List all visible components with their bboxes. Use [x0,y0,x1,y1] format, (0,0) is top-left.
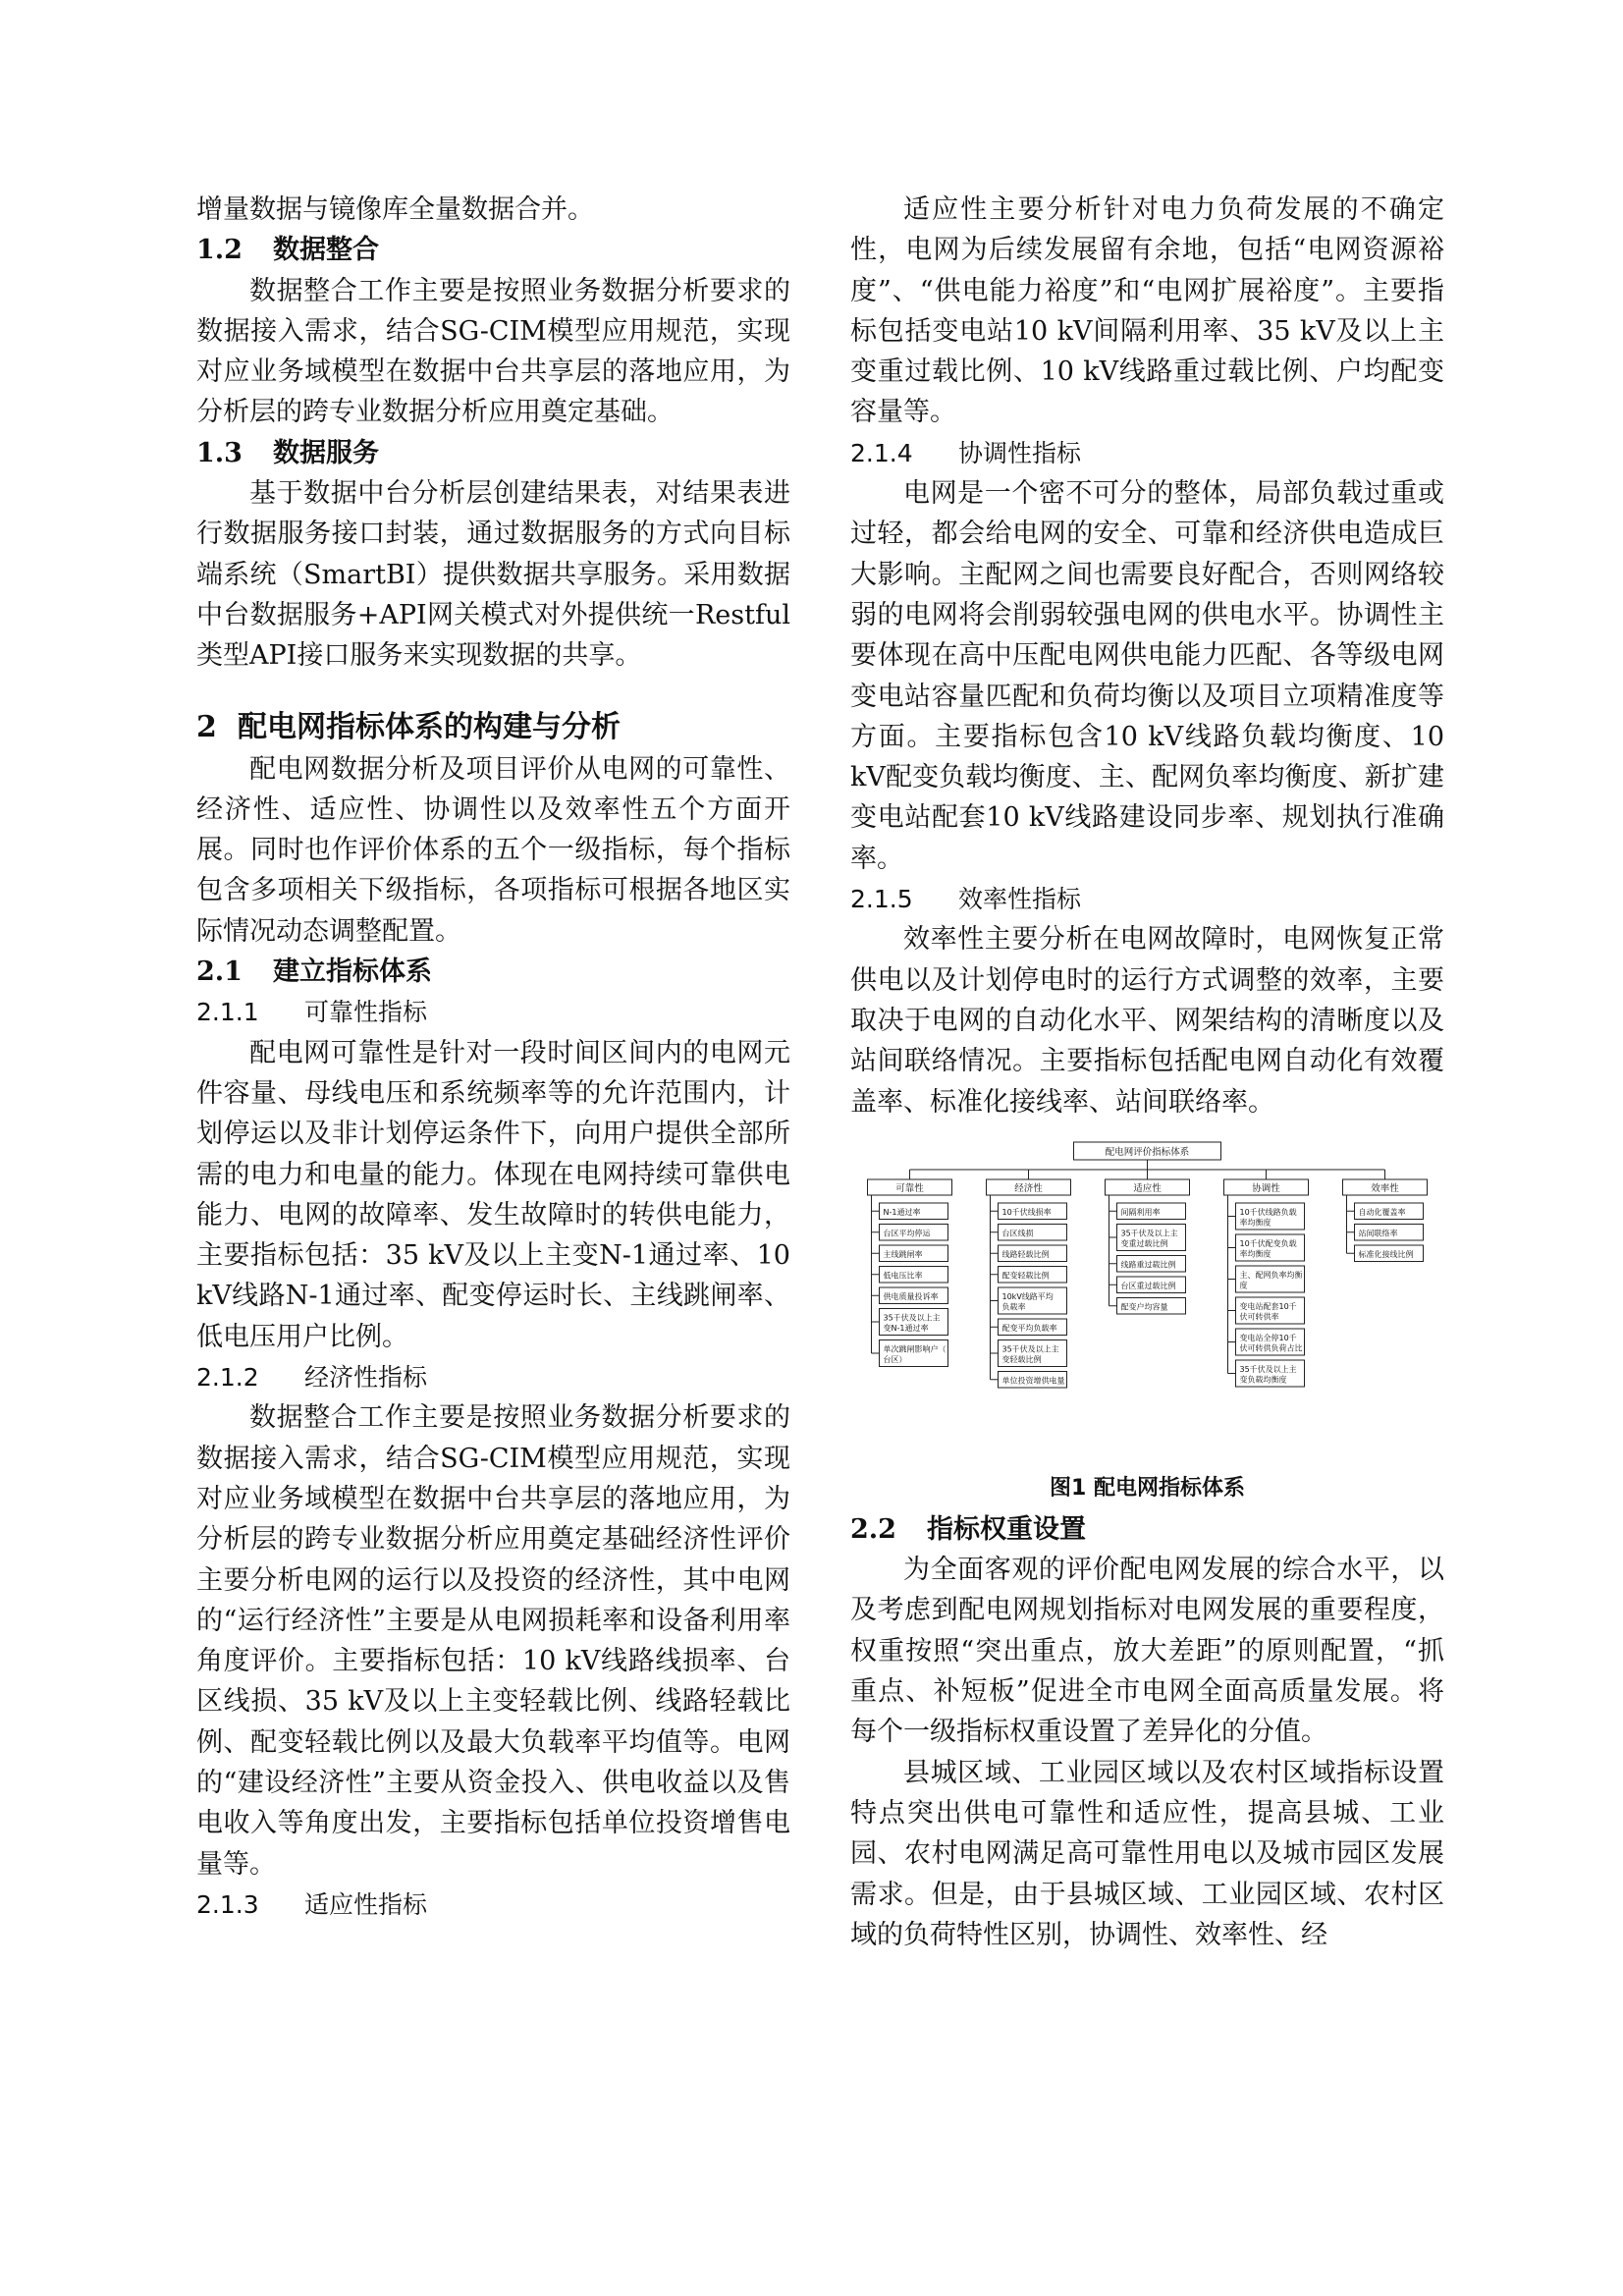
indicator-label: 线路轻载比例 [1001,1249,1050,1259]
left-column [196,190,790,1925]
paragraph-2-1-2: 数据整合工作主要是按照业务数据分析要求的数据接入需求，结合SG-CIM模型应用规范，实现对应业务域模型在数据中台共享层的落地应用，为分析层的跨专业数据分析应用奠定基础经济性评价主要分析电网的运行以及投资的经济性，其中电网的“运行经济性”主要是从电网损耗率和设备利用率角度评价。主要指标包括：10 kV线路线损率、台区线损、35 kV及以上主变轻载比例、线路轻载比例、配变轻载比例以及最大负载率平均值等。电网的“建设经济性”主要从资金投入、供电收益以及售电收入等角度出发，主要指标包括单位投资增售电量等。 [196,1402,790,1880]
paragraph-1-2: 数据整合工作主要是按照业务数据分析要求的数据接入需求，结合SG-CIM模型应用规范，实现对应业务域模型在数据中台共享层的落地应用，为分析层的跨专业数据分析应用奠定基础。 [196,275,790,428]
heading-number: 2.1.2 [196,1363,259,1393]
heading-number: 2.1 [196,957,243,988]
heading-2-1-5 [850,879,1444,919]
heading-title: 适应性指标 [304,1889,428,1919]
heading-number: 2.1.3 [196,1889,259,1919]
indicator-label: 台区线损 [1001,1229,1034,1238]
indicator-label: 自动化覆盖率 [1358,1207,1406,1217]
paragraph-2-1-4: 电网是一个密不可分的整体，局部负载过重或过轻，都会给电网的安全、可靠和经济供电造成巨大影响。主配网之间也需要良好配合，否则网络较弱的电网将会削弱较强电网的供电水平。协调性主要体现在高中压配电网供电能力匹配、各等级电网变电站容量匹配和负荷均衡以及项目立项精准度等方面。主要指标包含10 kV线路负载均衡度、10 kV配变负载均衡度、主、配网负率均衡度、新扩建变电站配套10 kV线路建设同步率、规划执行准确率。 [850,478,1444,874]
heading-number: 2.1.1 [196,998,259,1027]
indicator-label: 低电压比率 [883,1271,923,1281]
indicator-label: 变轻载比例 [1001,1354,1042,1364]
category-label: 效率性 [1371,1182,1399,1194]
heading-number: 1.2 [196,235,243,266]
paragraph-2: 配电网数据分析及项目评价从电网的可靠性、经济性、适应性、协调性以及效率性五个方面开展。同时也作评价体系的五个一级指标，每个指标包含多项相关下级指标，各项指标可根据各地区实际情况动态调整配置。 [196,753,790,947]
heading-2-1-2 [196,1357,790,1397]
heading-title: 协调性指标 [958,438,1082,467]
indicator-label: 台区重过载比例 [1120,1281,1176,1290]
paragraph-2-2-b: 县城区域、工业园区域以及农村区域指标设置特点突出供电可靠性和适应性，提高县城、工业园、农村电网满足高可靠性用电以及城市园区发展需求。但是，由于县城区域、工业园区域、农村区域的负荷特性区别，协调性、效率性、经 [850,1757,1444,1950]
category-label: 经济性 [1014,1182,1043,1194]
indicator-label: 35千伏及以上主 [1239,1364,1297,1374]
indicator-label: N-1通过率 [883,1207,921,1217]
heading-2-2 [850,1509,1444,1550]
figure-indicator-system [850,1138,1444,1505]
heading-title: 经济性指标 [304,1363,428,1393]
paragraph-continued: 增量数据与镜像库全量数据合并。 [196,194,594,225]
indicator-label: 线路重过载比例 [1120,1260,1176,1270]
indicator-label: 主线跳闸率 [883,1249,923,1259]
indicator-label: 10千伏线路负载 [1239,1207,1297,1217]
heading-number: 2.1.4 [850,438,913,467]
heading-2-1-3 [196,1885,790,1925]
right-column [850,190,1444,1955]
heading-number: 2 [196,709,217,744]
heading-title: 数据整合 [273,235,379,266]
indicator-label: 台区平均停运 [883,1229,931,1238]
heading-title: 建立指标体系 [273,957,432,988]
heading-title: 效率性指标 [958,885,1082,914]
figure-caption: 图1 配电网指标体系 [1050,1475,1245,1501]
category-label: 适应性 [1133,1182,1162,1194]
indicator-label: 配变平均负载率 [1001,1323,1057,1333]
indicator-label: 标准化接线比例 [1358,1249,1414,1259]
heading-number: 1.3 [196,437,243,468]
indicator-label: 单次跳闸影响户（ [883,1344,947,1354]
heading-2-1 [196,952,790,992]
indicator-label: 率均衡度 [1239,1249,1271,1259]
indicator-label: 单位投资增供电量 [1001,1376,1065,1386]
indicator-label: 伏可转供负荷占比 [1239,1343,1303,1353]
paragraph-1-3: 基于数据中台分析层创建结果表，对结果表进行数据服务接口封装，通过数据服务的方式向目标端系统（SmartBI）提供数据共享服务。采用数据中台数据服务+API网关模式对外提供统一Restful类型API接口服务来实现数据的共享。 [196,478,790,672]
heading-2-1-4 [850,433,1444,473]
indicator-label: 度 [1239,1281,1248,1290]
indicator-label: 台区） [883,1354,907,1364]
indicator-label: 10千伏线损率 [1001,1207,1052,1217]
indicator-label: 变N-1通过率 [883,1323,929,1333]
category-label: 可靠性 [895,1182,924,1194]
paragraph-2-1-1: 配电网可靠性是针对一段时间区间内的电网元件容量、母线电压和系统频率等的允许范围内，计划停运以及非计划停运条件下，向用户提供全部所需的电力和电量的能力。体现在电网持续可靠供电能力、电网的故障率、发生故障时的转供电能力，主要指标包括：35 kV及以上主变N-1通过率、10 kV线路N-1通过率、配变停运时长、主线跳闸率、低电压用户比例。 [196,1037,790,1352]
paragraph-2-2-a: 为全面客观的评价配电网发展的综合水平，以及考虑到配电网规划指标对电网发展的重要程度，权重按照“突出重点，放大差距”的原则配置，“抓重点、补短板”促进全市电网全面高质量发展。将每个一级指标权重设置了差异化的分值。 [850,1555,1444,1748]
indicator-label: 站间联络率 [1358,1229,1398,1238]
indicator-label: 10kV线路平均 [1001,1291,1054,1301]
heading-number: 2.2 [850,1513,896,1545]
indicator-label: 35千伏及以上主 [883,1313,941,1323]
indicator-label: 变电站配套10千 [1239,1301,1297,1311]
indicator-label: 变电站全停10千 [1239,1333,1297,1342]
indicator-label: 变重过载比例 [1120,1238,1168,1248]
heading-title: 数据服务 [273,437,379,468]
root-label: 配电网评价指标体系 [1105,1146,1190,1158]
indicator-label: 变负载均衡度 [1239,1375,1287,1385]
indicator-label: 配变轻载比例 [1001,1271,1050,1281]
indicator-label: 间隔利用率 [1120,1207,1161,1217]
indicator-label: 35千伏及以上主 [1120,1229,1178,1238]
paragraph-2-1-3: 适应性主要分析针对电力负荷发展的不确定性，电网为后续发展留有余地，包括“电网资源裕度”、“供电能力裕度”和“电网扩展裕度”。主要指标包括变电站10 kV间隔利用率、35 kV及以上主变重过载比例、10 kV线路重过载比例、户均配变容量等。 [850,194,1444,428]
heading-title: 指标权重设置 [927,1513,1086,1545]
indicator-label: 配变户均容量 [1120,1302,1168,1312]
indicator-label: 主、配网负率均衡 [1239,1270,1303,1280]
indicator-label: 供电质量投诉率 [883,1291,939,1301]
category-label: 协调性 [1252,1182,1280,1194]
heading-number: 2.1.5 [850,885,913,914]
heading-2 [196,706,790,749]
heading-1-3 [196,433,790,473]
paragraph-2-1-5: 效率性主要分析在电网故障时，电网恢复正常供电以及计划停电时的运行方式调整的效率，主要取决于电网的自动化水平、网架结构的清晰度以及站间联络情况。主要指标包括配电网自动化有效覆盖率、标准化接线率、站间联络率。 [850,924,1444,1118]
indicator-label: 10千伏配变负载 [1239,1238,1297,1248]
indicator-tree-diagram [850,1138,1444,1472]
heading-1-2 [196,230,790,270]
indicator-label: 35千伏及以上主 [1001,1344,1059,1354]
indicator-label: 负载率 [1001,1302,1026,1312]
heading-2-1-1 [196,992,790,1032]
indicator-label: 率均衡度 [1239,1218,1271,1228]
heading-title: 可靠性指标 [304,998,428,1027]
heading-title: 配电网指标体系的构建与分析 [238,709,621,744]
indicator-label: 伏可转供率 [1239,1312,1279,1322]
